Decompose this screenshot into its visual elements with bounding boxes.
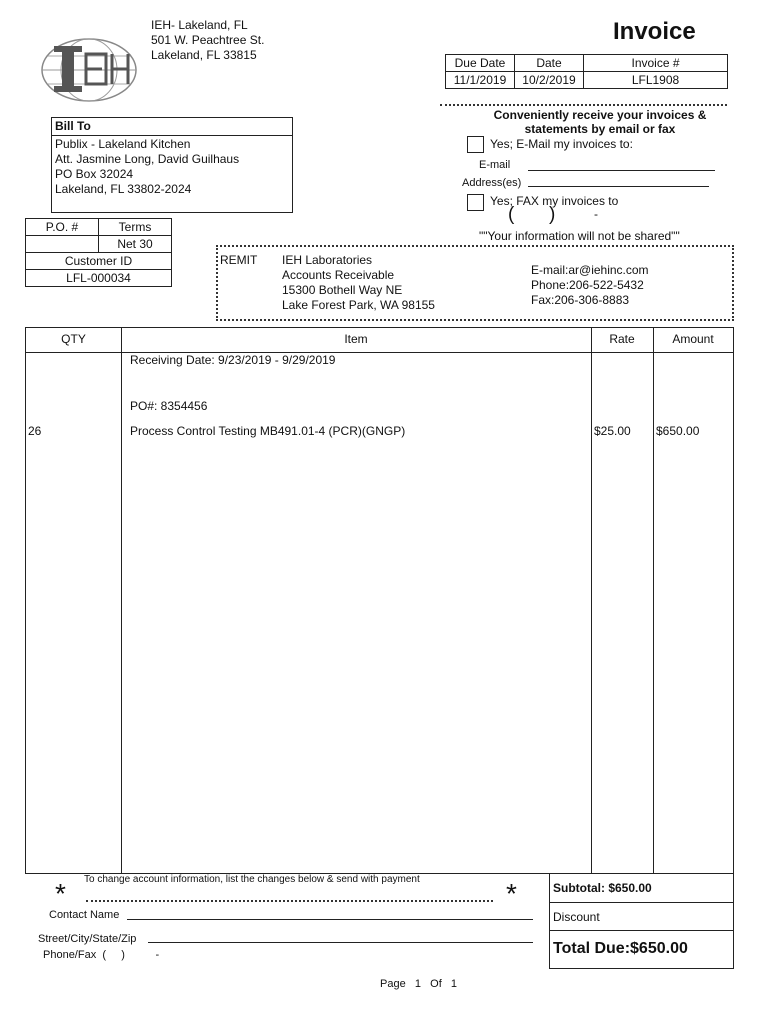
star-left: * (55, 878, 66, 909)
fax-paren-open: ( (508, 204, 515, 225)
item-header: Item (344, 332, 368, 346)
bill-to-line: Lakeland, FL 33802-2024 (55, 182, 192, 196)
fax-paren-close: ) (549, 204, 556, 225)
remit-fax: Fax:206-306-8883 (531, 293, 630, 307)
item-description: Process Control Testing MB491.01-4 (PCR)(GNGP) (130, 424, 406, 438)
company-logo (40, 36, 138, 104)
address-label: Address(es) (462, 177, 522, 189)
company-name: IEH- Lakeland, FL (151, 18, 248, 32)
remit-line: Lake Forest Park, WA 98155 (282, 298, 435, 312)
item-amount: $650.00 (656, 424, 700, 438)
terms-label: Terms (99, 219, 172, 236)
discount-label: Discount (553, 910, 600, 924)
remit-email: E-mail:ar@iehinc.com (531, 263, 649, 277)
bill-to-line: PO Box 32024 (55, 167, 134, 181)
convenience-divider (440, 104, 727, 106)
convenience-heading-line1: Conveniently receive your invoices & (493, 108, 707, 122)
fax-dash: - (594, 207, 598, 221)
po-terms-table (25, 218, 172, 287)
company-street: 501 W. Peachtree St. (151, 33, 265, 47)
item-rate: $25.00 (594, 424, 631, 438)
email-label: E-mail (479, 159, 511, 171)
amount-header: Amount (672, 332, 714, 346)
qty-header: QTY (61, 332, 86, 346)
privacy-note: ""Your information will not be shared"" (479, 229, 680, 243)
bill-to-heading: Bill To (52, 118, 292, 136)
po-value (26, 236, 99, 253)
address-field[interactable] (528, 186, 709, 187)
due-date-header: Due Date (446, 55, 515, 72)
bill-to-line: Publix - Lakeland Kitchen (55, 137, 191, 151)
company-city: Lakeland, FL 33815 (151, 48, 257, 62)
date-header: Date (515, 55, 584, 72)
po-label: P.O. # (26, 219, 99, 236)
customer-id-value: LFL-000034 (26, 270, 172, 287)
fax-checkbox[interactable] (467, 194, 484, 211)
terms-value: Net 30 (99, 236, 172, 253)
convenience-heading (440, 108, 760, 136)
customer-id-label: Customer ID (26, 253, 172, 270)
remit-address (282, 253, 435, 313)
bill-to-box (51, 117, 293, 213)
total-due: Total Due:$650.00 (553, 940, 688, 957)
email-field[interactable] (528, 170, 715, 171)
street-label: Street/City/State/Zip (38, 933, 137, 945)
change-divider (86, 900, 493, 902)
invoice-info-table (445, 54, 728, 89)
change-account-note: To change account information, list the changes below & send with payment (84, 874, 420, 885)
po-number: PO#: 8354456 (130, 399, 208, 413)
invoice-number-header: Invoice # (584, 55, 728, 72)
bill-to-line: Att. Jasmine Long, David Guilhaus (55, 152, 240, 166)
rate-header: Rate (609, 332, 635, 346)
remit-label: REMIT (220, 253, 258, 267)
remit-phone: Phone:206-522-5432 (531, 278, 644, 292)
street-field[interactable] (148, 942, 533, 943)
phone-fax-label: Phone/Fax ( ) - (43, 949, 160, 961)
items-table (25, 327, 734, 874)
receiving-date: Receiving Date: 9/23/2019 - 9/29/2019 (130, 353, 336, 367)
due-date-value: 11/1/2019 (446, 72, 515, 89)
convenience-heading-line2: statements by email or fax (524, 122, 676, 136)
remit-line: 15300 Bothell Way NE (282, 283, 403, 297)
totals-box (549, 873, 734, 969)
remit-contact (531, 263, 649, 308)
subtotal: Subtotal: $650.00 (553, 881, 652, 895)
company-address (151, 18, 264, 63)
fax-option-label: Yes; FAX my invoices to (490, 194, 619, 208)
remit-box (216, 245, 734, 321)
contact-name-field[interactable] (127, 919, 533, 920)
remit-line: Accounts Receivable (282, 268, 395, 282)
item-qty: 26 (28, 424, 42, 438)
email-option-label: Yes; E-Mail my invoices to: (490, 137, 633, 151)
email-checkbox[interactable] (467, 136, 484, 153)
remit-line: IEH Laboratories (282, 253, 373, 267)
page-number: Page 1 Of 1 (380, 978, 458, 990)
contact-name-label: Contact Name (49, 909, 120, 921)
star-right: * (506, 878, 517, 909)
invoice-title: Invoice (613, 18, 696, 45)
invoice-number-value: LFL1908 (584, 72, 728, 89)
date-value: 10/2/2019 (515, 72, 584, 89)
